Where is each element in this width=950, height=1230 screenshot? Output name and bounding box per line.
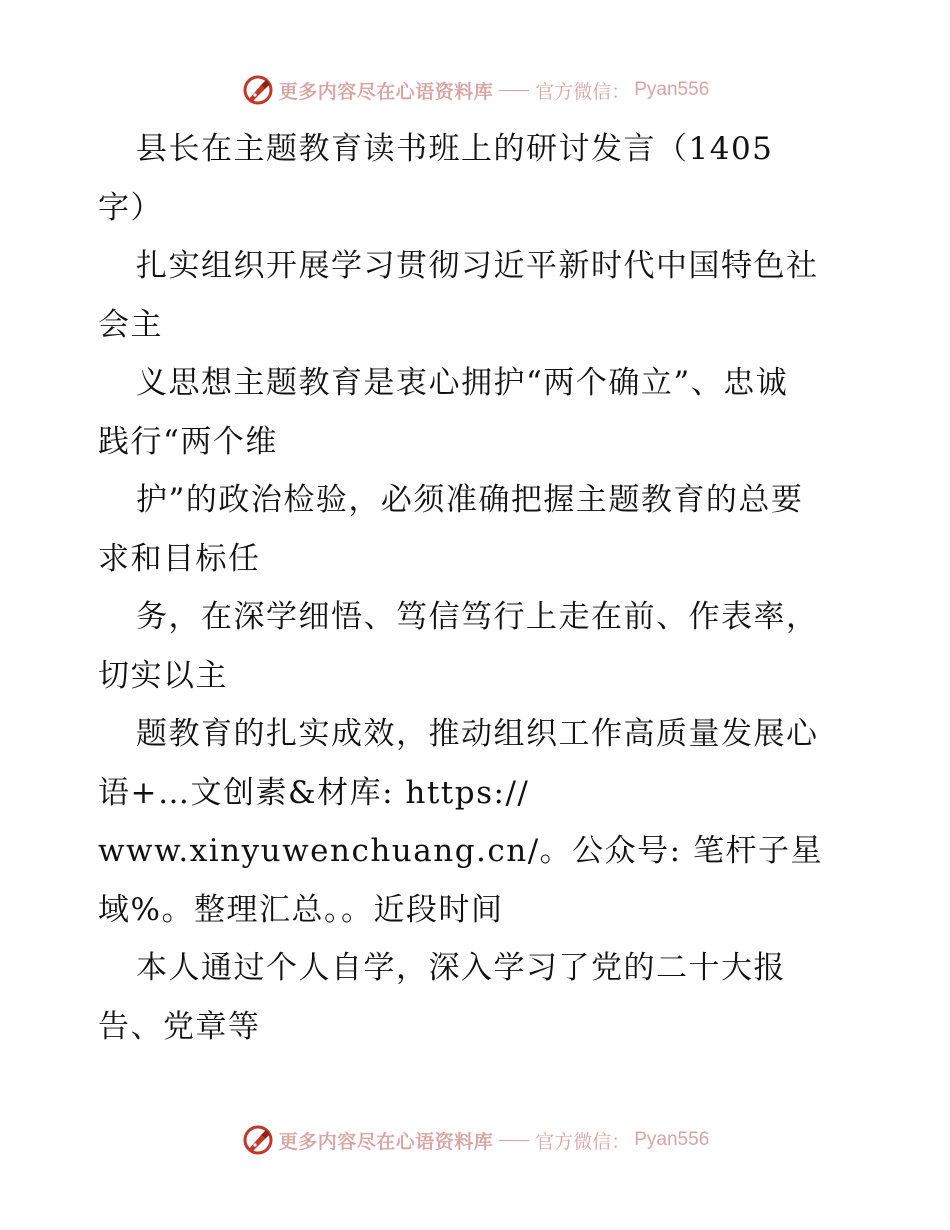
text-line: 告、党章等 bbox=[98, 1008, 261, 1045]
watermark-site-text: 更多内容尽在心语资料库 bbox=[278, 80, 494, 103]
watermark-group bbox=[241, 1123, 710, 1157]
text-line: 求和目标任 bbox=[98, 540, 261, 577]
text-line: 切实以主 bbox=[98, 657, 228, 694]
text-line: 语+…文创素&材库: https:// bbox=[98, 774, 530, 811]
text-line: www.xinyuwenchuang.cn/。公众号: 笔杆子星 bbox=[98, 833, 823, 869]
watermark-separator bbox=[499, 90, 529, 91]
text-line: 护”的政治检验，必须准确把握主题教育的总要 bbox=[136, 482, 804, 518]
text-line: 扎实组织开展学习贯彻习近平新时代中国特色社 bbox=[136, 248, 819, 284]
document-body bbox=[98, 120, 858, 1056]
text-line: 践行“两个维 bbox=[98, 423, 278, 460]
text-line: 字） bbox=[98, 189, 163, 226]
pen-nib-circle-icon bbox=[241, 73, 275, 107]
text-line: 县长在主题教育读书班上的研讨发言（1405 bbox=[136, 131, 774, 167]
text-line: 本人通过个人自学，深入学习了党的二十大报 bbox=[136, 950, 786, 986]
footer-watermark bbox=[0, 1120, 950, 1160]
text-line: 义思想主题教育是衷心拥护“两个确立”、忠诚 bbox=[136, 365, 789, 401]
watermark-wechat-id: Pyan556 bbox=[634, 79, 710, 100]
header-watermark bbox=[0, 70, 950, 110]
pen-nib-circle-icon bbox=[241, 1123, 275, 1157]
watermark-label: 官方微信： bbox=[535, 1130, 631, 1153]
watermark-separator bbox=[499, 1140, 529, 1141]
text-line: 务，在深学细悟、笃信笃行上走在前、作表率， bbox=[136, 599, 819, 635]
watermark-wechat-id: Pyan556 bbox=[634, 1129, 710, 1150]
watermark-site-text: 更多内容尽在心语资料库 bbox=[278, 1130, 494, 1153]
watermark-label: 官方微信： bbox=[535, 80, 631, 103]
text-line: 题教育的扎实成效，推动组织工作高质量发展心 bbox=[136, 716, 819, 752]
watermark-group bbox=[241, 73, 710, 107]
text-line: 会主 bbox=[98, 306, 163, 343]
text-line: 域%。整理汇总。。近段时间 bbox=[98, 891, 504, 928]
